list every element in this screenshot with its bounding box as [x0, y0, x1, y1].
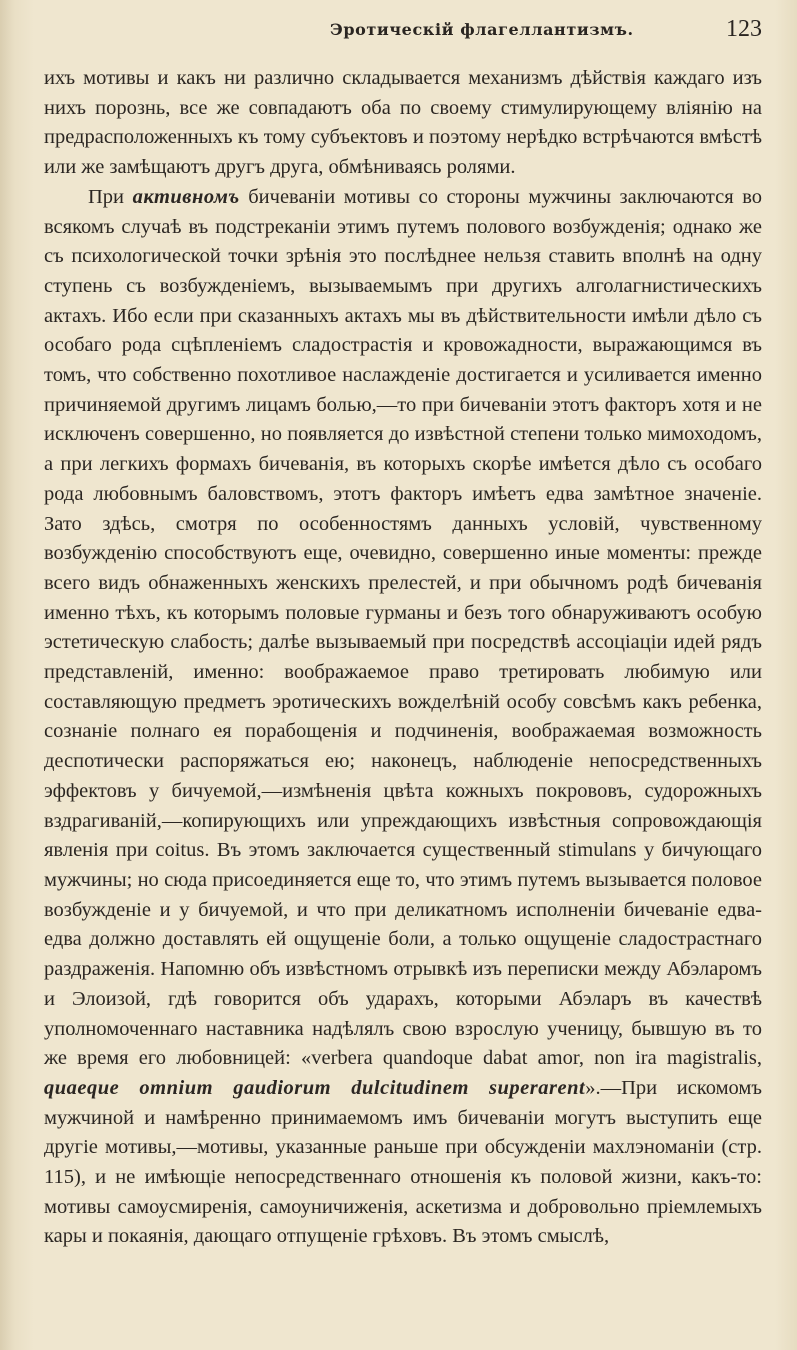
paragraph-2-body: бичеваніи мотивы со стороны мужчины заключаются во всякомъ случаѣ въ подстреканіи этимъ путемъ полового возбужденія; однако же съ психологической точки зрѣнія это послѣднее нельзя ставить вполнѣ на одну ступень съ возбужденіемъ, вызываемымъ при другихъ алголагнистическихъ актахъ. Ибо если при сказанныхъ актахъ мы въ дѣйствительности имѣли дѣло съ особаго рода сцѣпленіемъ сладострастія и кровожадности, выражающимся въ томъ, что собственно похотливое наслажденіе достигается и усиливается именно причиняемой другимъ лицамъ болью,—то при бичеваніи этотъ факторъ хотя и не исключенъ совершенно, но появляется до извѣстной степени только мимоходомъ, а при легкихъ формахъ бичеванія, въ которыхъ скорѣе имѣется дѣло съ особаго рода любовнымъ баловствомъ, этотъ факторъ имѣетъ едва замѣтное значеніе. Зато здѣсь, смотря по особенностямъ данныхъ условій, чувственному возбужденію способствуютъ еще, очевидно, совершенно иные моменты: прежде всего видъ обнаженныхъ женскихъ прелестей, и при обычномъ родѣ бичеванія именно тѣхъ, къ которымъ половые гурманы и безъ того обнаруживаютъ особую эстетическую слабость; далѣе вызываемый при посредствѣ ассоціаціи идей рядъ представленій, именно: воображаемое право третировать любимую или составляющую предметъ эротическихъ вожделѣній особу совсѣмъ какъ ребенка, сознаніе полнаго ея порабощенія и подчиненія, воображаемая возможность деспотически распоряжаться ею; наконецъ, наблюденіе непосредственныхъ эффектовъ у бичуемой,—измѣненія цвѣта кожныхъ покрововъ, судорожныхъ вздрагиваній,—копирующихъ или упреждающихъ извѣстныя сопровождающія явленія при coitus. Въ этомъ заключается существенный stimulans у бичующаго мужчины; но сюда присоединяется еще то, что этимъ путемъ вызывается половое возбужденіе и у бичуемой, и что при деликатномъ исполненіи бичеваніе едва-едва должно доставлять ей ощущеніе боли, а только ощущеніе сладострастнаго раздраженія. Напомню объ извѣстномъ отрывкѣ изъ переписки между Абэларомъ и Элоизой, гдѣ говорится объ ударахъ, которыми Абэларъ въ качествѣ уполномоченнаго наставника надѣлялъ свою взрослую ученицу, бывшую въ то же время его любовницей: «verbera quandoque dabat amor, non ira magistralis,: [44, 185, 763, 1070]
latin-quote-emphasis: quaeque omnium gaudiorum dulcitudinem superarent: [44, 1076, 586, 1099]
paragraph-2: [44, 183, 762, 1252]
paragraph-1: ихъ мотивы и какъ ни различно складывается механизмъ дѣйствія каждаго изъ нихъ порознь, все же совпадаютъ оба по своему стимулирующему вліянію на предрасположенныхъ къ тому субъектовъ и поэтому нерѣдко встрѣчаются вмѣстѣ или же замѣщаютъ другъ друга, обмѣниваясь ролями.: [44, 67, 762, 179]
body-text: [44, 64, 762, 1252]
page-header: [40, 14, 770, 50]
paragraph-2-start: При: [88, 185, 133, 208]
paragraph-2-end: ».—При искомомъ мужчиной и намѣренно принимаемомъ имъ бичеваніи могутъ выступить еще другіе мотивы,—мотивы, указанные раньше при обсужденіи махлэноманіи (стр. 115), и не имѣющіе непосредственнаго отношенія къ половой жизни, какъ-то: мотивы самоусмиренія, самоуничиженія, аскетизма и добровольно пріемлемыхъ кары и покаянія, дающаго отпущеніе грѣховъ. Въ этомъ смыслѣ,: [44, 1076, 762, 1248]
running-title: Эротическій флагеллантизмъ.: [330, 20, 634, 39]
emphasized-term-active: активномъ: [132, 185, 240, 208]
page-number: 123: [726, 16, 762, 42]
